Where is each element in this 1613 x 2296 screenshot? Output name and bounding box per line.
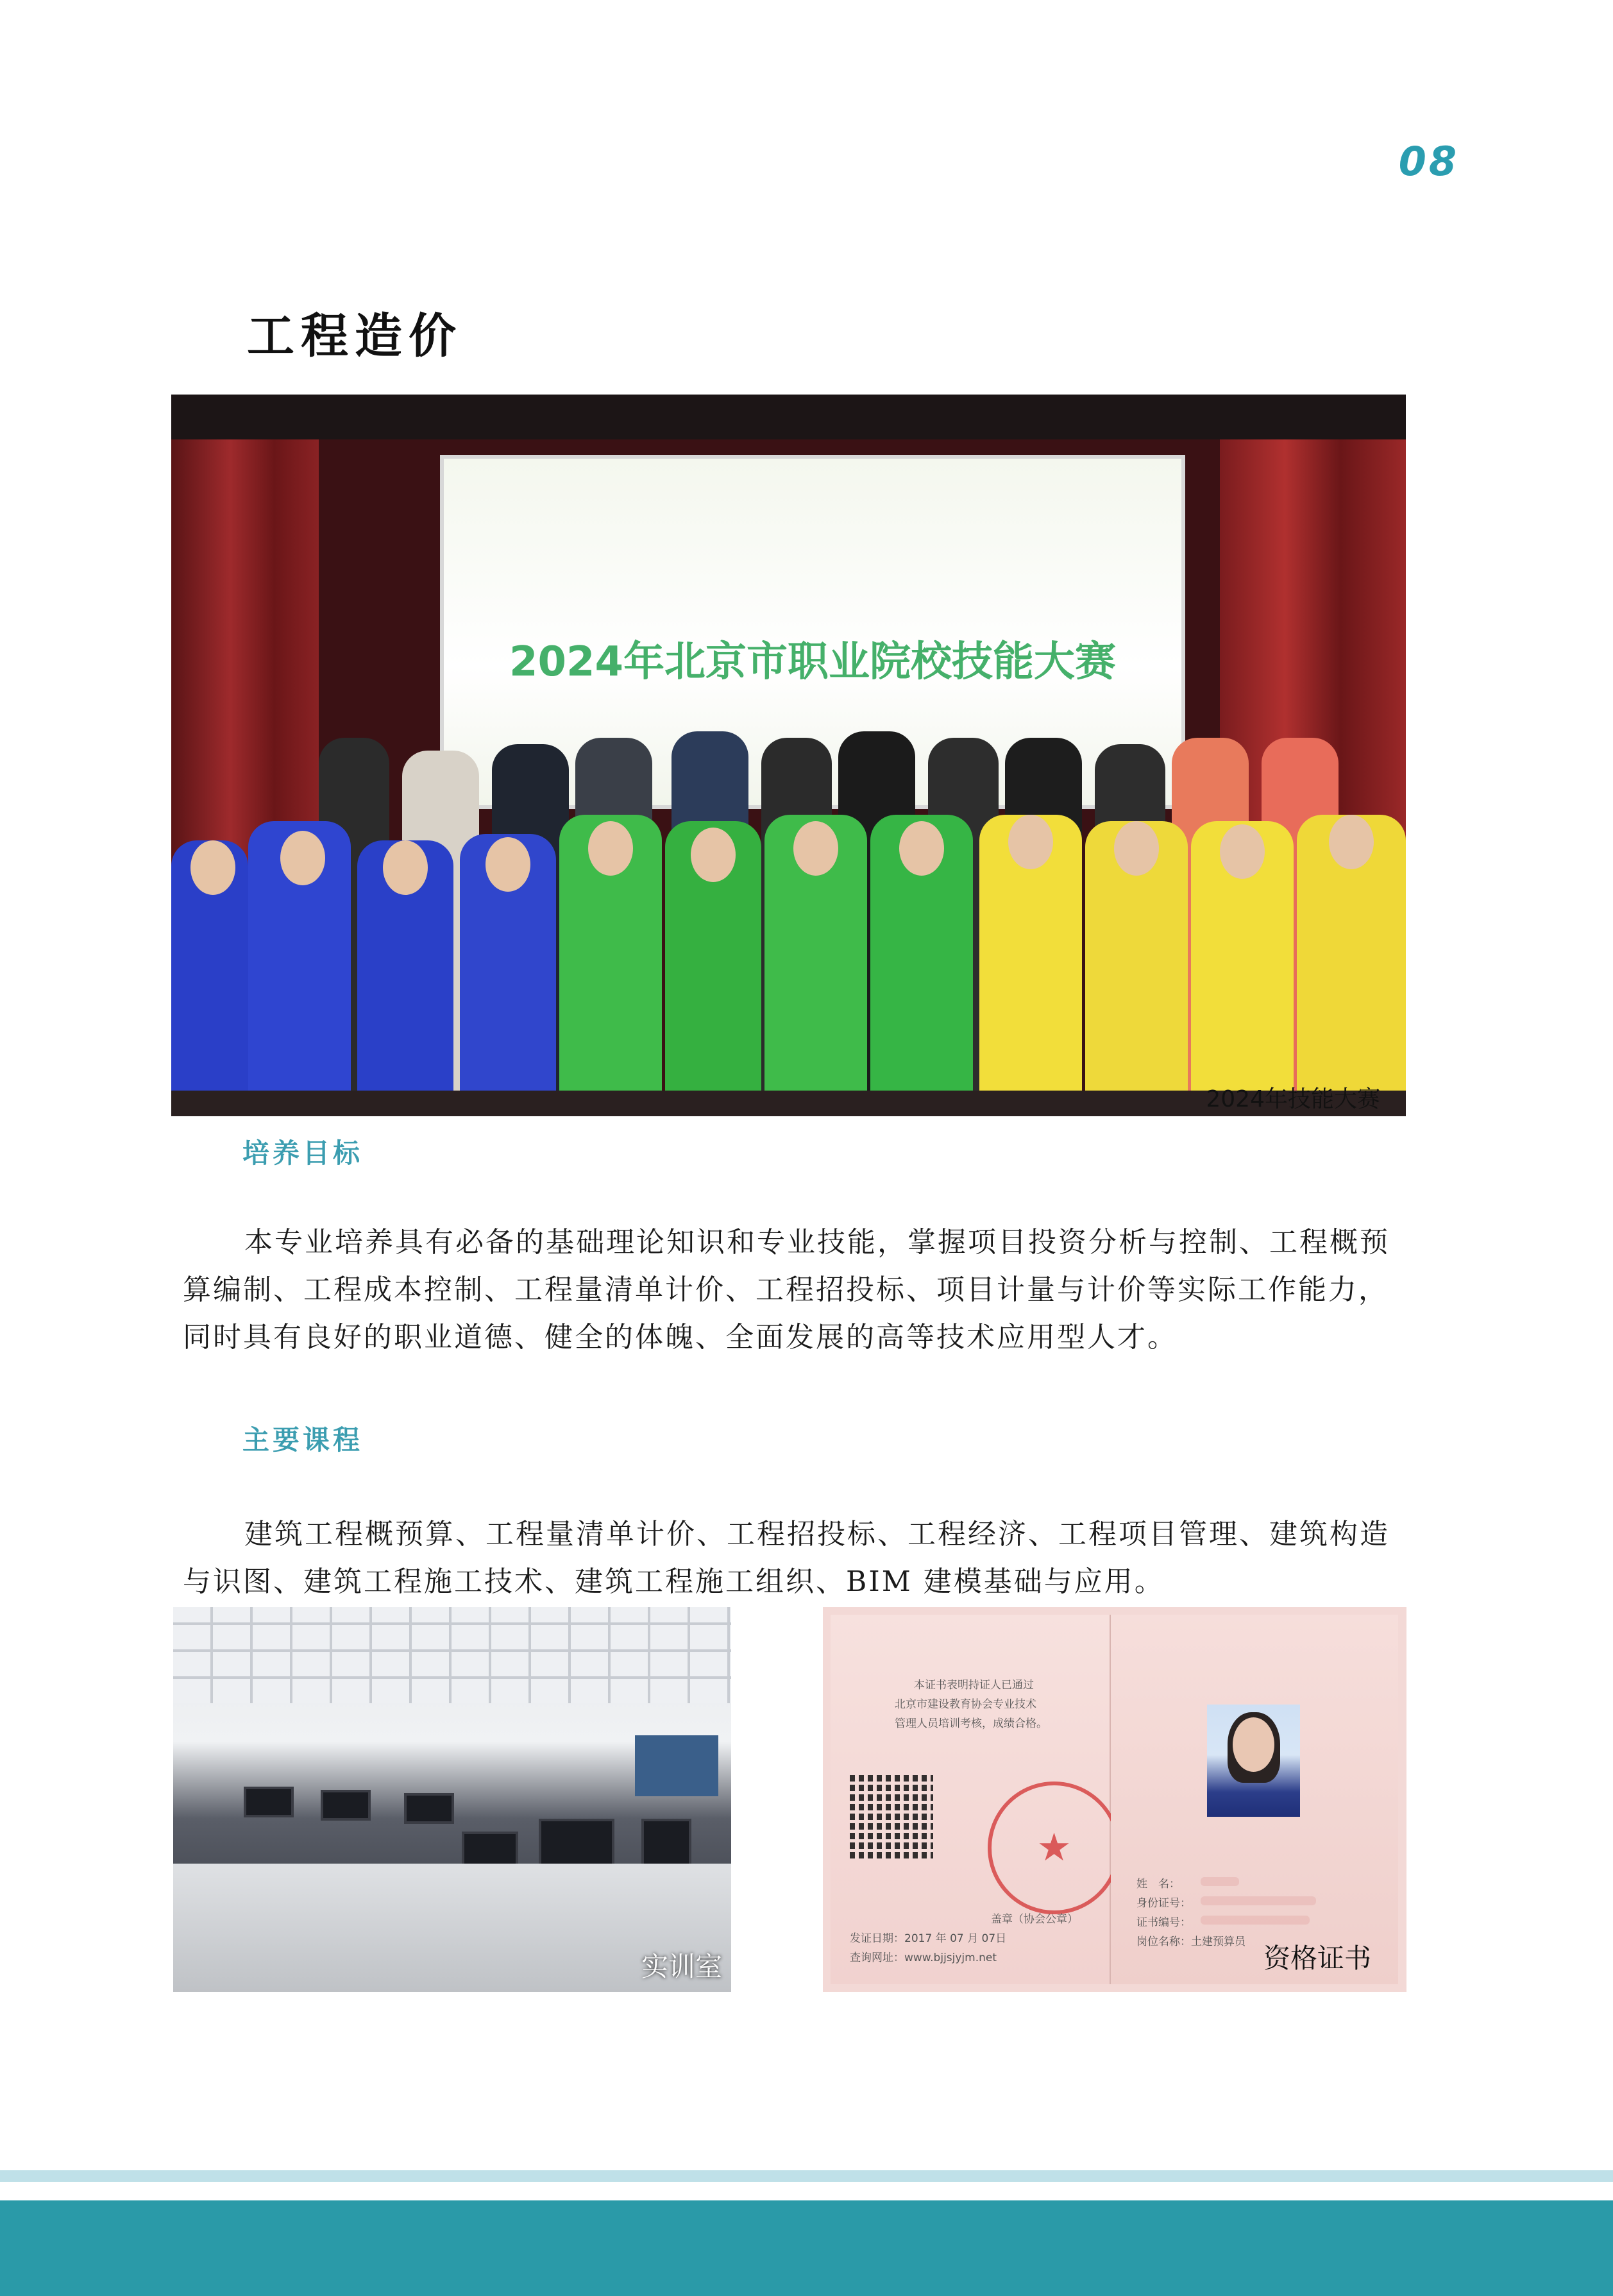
lab-photo-caption: 实训室 bbox=[641, 1951, 722, 1982]
competition-photo bbox=[171, 395, 1406, 1116]
page-title: 工程造价 bbox=[247, 309, 462, 364]
qr-code-icon bbox=[850, 1775, 933, 1858]
certificate-left-page bbox=[831, 1615, 1111, 1984]
group-of-students bbox=[171, 719, 1406, 1116]
cert-query-site: 查询网址：www.bjjsjyjm.net bbox=[850, 1952, 997, 1964]
lab-ceiling bbox=[173, 1607, 731, 1703]
cert-field-position: 岗位名称：土建预算员 bbox=[1136, 1935, 1246, 1948]
certificate-photo-caption: 资格证书 bbox=[1263, 1943, 1371, 1974]
cert-statement-line-3: 管理人员培训考核，成绩合格。 bbox=[895, 1717, 1047, 1730]
cert-field-id: 身份证号： bbox=[1136, 1897, 1191, 1910]
screen-title: 2024年北京市职业院校技能大赛 bbox=[509, 638, 1117, 686]
id-photo bbox=[1207, 1705, 1300, 1817]
footer-thin-stripe bbox=[0, 2170, 1613, 2182]
certificate-right-page bbox=[1111, 1615, 1398, 1984]
cert-issue-date: 发证日期：2017 年 07 月 07日 bbox=[850, 1932, 1007, 1945]
cert-statement-line-2: 北京市建设教育协会专业技术 bbox=[895, 1698, 1036, 1711]
section-heading-courses: 主要课程 bbox=[242, 1424, 364, 1456]
red-seal-icon: ★ bbox=[988, 1782, 1120, 1914]
lab-wall-screen bbox=[635, 1735, 718, 1796]
cert-statement-line-1: 本证书表明持证人已通过 bbox=[914, 1679, 1034, 1692]
certificate-photo bbox=[823, 1607, 1406, 1992]
page-number: 08 bbox=[1398, 138, 1459, 185]
section-body-courses: 建筑工程概预算、工程量清单计价、工程招投标、工程经济、工程项目管理、建筑构造与识图、建筑工程施工技术、建筑工程施工组织、BIM 建模基础与应用。 bbox=[183, 1518, 1390, 1598]
stage-ceiling bbox=[171, 395, 1406, 439]
cert-field-number: 证书编号： bbox=[1136, 1916, 1191, 1929]
cert-seal-note: 盖章（协会公章） bbox=[991, 1913, 1078, 1926]
section-body-goals: 本专业培养具有必备的基础理论知识和专业技能，掌握项目投资分析与控制、工程概预算编制、工程成本控制、工程量清单计价、工程招投标、项目计量与计价等实际工作能力，同时具有良好的职业道德、健全的体魄、全面发展的高等技术应用型人才。 bbox=[183, 1226, 1390, 1354]
footer-band bbox=[0, 2200, 1613, 2296]
competition-photo-caption: 2024年技能大赛 bbox=[1206, 1086, 1380, 1112]
section-heading-goals: 培养目标 bbox=[242, 1137, 364, 1169]
training-lab-photo bbox=[173, 1607, 731, 1992]
cert-field-name: 姓 名： bbox=[1136, 1878, 1180, 1891]
